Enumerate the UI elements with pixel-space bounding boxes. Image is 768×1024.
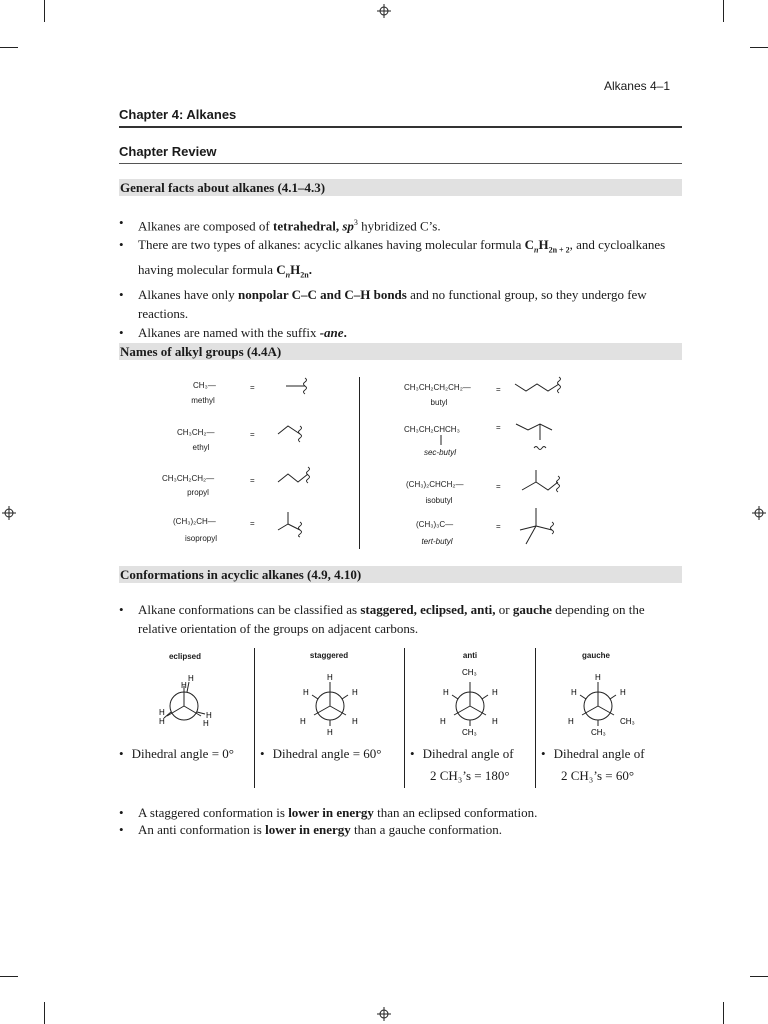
dihedral-eclipsed: • Dihedral angle = 0° <box>119 746 234 761</box>
dihedral-anti: • Dihedral angle of 2 CH₃’s = 180° <box>410 746 514 783</box>
bullet-icon: • <box>260 746 265 761</box>
chapter-title: Chapter 4: Alkanes <box>119 107 237 122</box>
eclipsed-newman-projection <box>150 668 230 738</box>
list-item: • Alkanes are named with the suffix -ane. <box>119 324 347 340</box>
svg-text:CH₃: CH₃ <box>462 728 477 737</box>
methyl-name: methyl <box>191 396 215 405</box>
review-rule <box>119 163 682 164</box>
dihedral-staggered: • Dihedral angle = 60° <box>260 746 382 761</box>
bullet-icon: • <box>119 746 124 761</box>
isobutyl-structure-icon <box>518 466 568 498</box>
butyl-name: butyl <box>430 398 448 407</box>
gauche-newman-projection <box>562 668 646 740</box>
bullet-icon: • <box>119 822 124 837</box>
conformation-divider <box>254 648 255 788</box>
tert-butyl-formula: (CH₃)₃C— <box>416 520 454 529</box>
bullet-icon: • <box>119 215 124 230</box>
methyl-formula: CH₃— <box>193 381 216 390</box>
isobutyl-formula: (CH₃)₂CHCH₂— <box>406 480 464 489</box>
svg-text:H: H <box>620 688 626 697</box>
sec-butyl-name: sec-butyl <box>423 448 456 457</box>
ethyl-structure-icon <box>274 420 314 446</box>
propyl-structure-icon <box>274 464 320 492</box>
crop-mark-bl-h <box>0 976 18 977</box>
isopropyl-name: isopropyl <box>184 534 217 543</box>
svg-text:H: H <box>492 717 498 726</box>
ethyl-formula: CH₃CH₂— <box>177 428 215 437</box>
methyl-structure-icon <box>280 375 320 397</box>
equals-sign: = <box>496 482 501 491</box>
staggered-newman-projection <box>292 668 372 738</box>
tert-butyl-structure-icon <box>518 504 562 548</box>
svg-text:H: H <box>440 717 446 726</box>
equals-sign: = <box>250 476 255 485</box>
crop-mark-tl-h <box>0 47 18 48</box>
isopropyl-formula: (CH₃)₂CH— <box>173 517 216 526</box>
registration-mark-icon <box>2 506 16 520</box>
list-item: • Alkane conformations can be classified as staggered, eclipsed, anti, or gauche depending on the relative orientation of the groups on adjacent carbons. <box>119 602 645 636</box>
equals-sign: = <box>496 423 501 432</box>
eclipsed-title: eclipsed <box>168 652 201 661</box>
review-title: Chapter Review <box>119 144 217 159</box>
gauche-title: gauche <box>581 651 610 660</box>
registration-mark-icon <box>752 506 766 520</box>
bullet-icon: • <box>541 746 546 761</box>
svg-text:H: H <box>327 728 333 737</box>
svg-text:H: H <box>206 711 212 720</box>
crop-mark-tr-v <box>723 0 724 22</box>
equals-sign: = <box>250 430 255 439</box>
section-heading-conformations: Conformations in acyclic alkanes (4.9, 4.10) <box>119 566 682 583</box>
svg-text:H: H <box>595 673 601 682</box>
svg-text:CH₃: CH₃ <box>462 668 477 677</box>
conformation-divider <box>404 648 405 788</box>
conformation-intro <box>119 600 682 638</box>
equals-sign: = <box>250 519 255 528</box>
sec-butyl-bond-icon <box>438 433 444 447</box>
crop-mark-tr-h <box>750 47 768 48</box>
running-head: Alkanes 4–1 <box>603 79 670 93</box>
svg-text:H: H <box>300 717 306 726</box>
ethyl-name: ethyl <box>192 443 210 452</box>
crop-mark-br-h <box>750 976 768 977</box>
svg-text:H: H <box>159 717 165 726</box>
equals-sign: = <box>250 383 255 392</box>
equals-sign: = <box>496 385 501 394</box>
crop-mark-bl-v <box>44 1002 45 1024</box>
registration-mark-icon <box>377 4 391 18</box>
svg-text:H: H <box>352 717 358 726</box>
general-facts-list <box>119 213 682 342</box>
sec-butyl-formula: CH₃CH₂CHCH₃ <box>404 425 460 434</box>
svg-text:H: H <box>303 688 309 697</box>
bullet-icon: • <box>410 746 415 761</box>
crop-mark-br-v <box>723 1002 724 1024</box>
butyl-formula: CH₃CH₂CH₂CH₂— <box>404 383 471 392</box>
svg-text:H: H <box>571 688 577 697</box>
bullet-icon: • <box>119 237 124 253</box>
alkyl-column-divider <box>359 377 360 549</box>
registration-mark-icon <box>377 1007 391 1021</box>
svg-text:H: H <box>443 688 449 697</box>
conformation-divider <box>535 648 536 788</box>
tert-butyl-name: tert-butyl <box>421 537 453 546</box>
energy-comparison-list <box>119 804 682 838</box>
svg-text:CH₃: CH₃ <box>591 728 606 737</box>
title-rule <box>119 126 682 128</box>
propyl-name: propyl <box>187 488 209 497</box>
crop-mark-tl-v <box>44 0 45 22</box>
equals-sign: = <box>496 522 501 531</box>
list-item: • Alkanes have only nonpolar C–C and C–H bonds and no functional group, so they undergo few reactions. <box>119 286 647 321</box>
svg-text:H: H <box>188 674 194 683</box>
sec-butyl-structure-icon <box>514 416 558 456</box>
svg-text:CH₃: CH₃ <box>620 717 635 726</box>
staggered-title: staggered <box>309 651 349 660</box>
list-item: • An anti conformation is lower in energy than a gauche conformation. <box>119 822 503 837</box>
bullet-icon: • <box>119 805 124 820</box>
svg-text:H: H <box>203 719 209 728</box>
propyl-formula: CH₃CH₂CH₂— <box>162 474 215 483</box>
section-heading-general: General facts about alkanes (4.1–4.3) <box>119 179 682 196</box>
svg-text:H: H <box>327 673 333 682</box>
bullet-icon: • <box>119 324 124 340</box>
list-item: • Alkanes are composed of tetrahedral, $sp^3$ hybridized C’s. <box>119 215 441 234</box>
section-heading-alkyl: Names of alkyl groups (4.4A) <box>119 343 682 360</box>
svg-text:H: H <box>352 688 358 697</box>
bullet-icon: • <box>119 602 124 617</box>
dihedral-gauche: • Dihedral angle of 2 CH₃’s = 60° <box>541 746 645 783</box>
anti-title: anti <box>462 651 478 660</box>
isopropyl-structure-icon <box>276 508 312 538</box>
bullet-icon: • <box>119 286 124 302</box>
butyl-structure-icon <box>512 374 574 400</box>
isobutyl-name: isobutyl <box>425 496 453 505</box>
svg-text:H: H <box>568 717 574 726</box>
list-item: • There are two types of alkanes: acyclic alkanes having molecular formula $C_nH_{2n + 2}$, and cycloalkanes having molecular formula $C_nH_{2n}$. <box>119 237 666 280</box>
anti-newman-projection <box>432 666 512 740</box>
svg-text:H: H <box>492 688 498 697</box>
svg-text:H: H <box>181 681 187 690</box>
list-item: • A staggered conformation is lower in energy than an eclipsed conformation. <box>119 805 538 820</box>
svg-text:H: H <box>159 708 165 717</box>
